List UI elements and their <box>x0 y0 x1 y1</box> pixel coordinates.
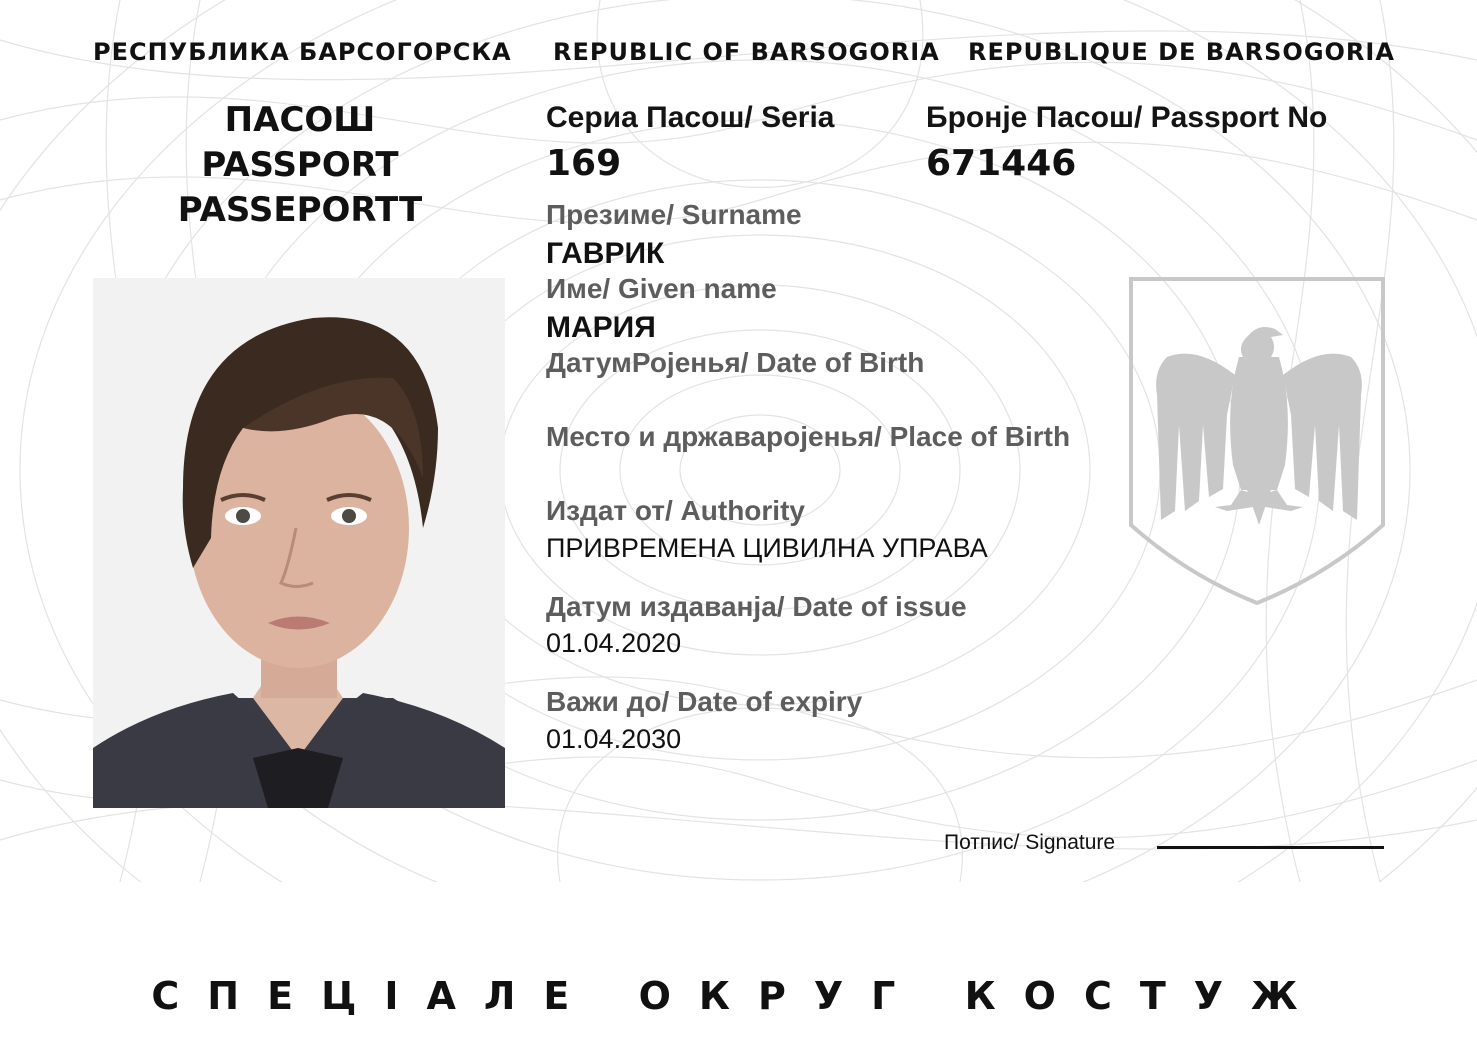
signature-line <box>1157 846 1384 849</box>
passport-number-value: 671446 <box>926 143 1077 184</box>
given-name-value: МАРИЯ <box>546 311 656 344</box>
date-of-birth-label: ДатумРојенья/ Date of Birth <box>546 347 925 378</box>
authority-value: ПРИВРЕМЕНА ЦИВИЛНА УПРАВА <box>546 533 988 563</box>
surname-label: Презиме/ Surname <box>546 199 802 230</box>
header-country-fr: REPUBLIQUE DE BARSOGORIA <box>968 38 1395 66</box>
date-of-issue-value: 01.04.2020 <box>546 628 682 658</box>
signature-label: Потпис/ Signature <box>944 831 1116 854</box>
portrait-illustration <box>93 278 505 808</box>
date-of-expiry-label: Важи до/ Date of expiry <box>546 686 863 717</box>
authority-label: Издат от/ Authority <box>546 495 805 526</box>
given-name-label: Име/ Given name <box>546 273 777 304</box>
holder-photo <box>93 278 505 808</box>
eagle-coat-of-arms-icon <box>1127 275 1387 607</box>
passport-number-label: Бронје Пасош/ Passport No <box>926 101 1328 134</box>
document-title-en: PASSPORT <box>201 145 399 185</box>
series-value: 169 <box>546 143 622 184</box>
date-of-issue-label: Датум издаванја/ Date of issue <box>546 591 967 622</box>
document-title-local: ПАСОШ <box>224 100 376 140</box>
header-country-local: РЕСПУБЛИКА БАРСОГОРСКА <box>93 38 512 66</box>
place-of-birth-label: Место и државаројенья/ Place of Birth <box>546 421 1071 452</box>
date-of-expiry-value: 01.04.2030 <box>546 724 682 754</box>
series-label: Сериа Пасош/ Seria <box>546 101 835 134</box>
header-country-en: REPUBLIC OF BARSOGORIA <box>553 38 940 66</box>
document-title-fr: PASSEPORTT <box>177 190 423 230</box>
footer-region-name: СПЕЦІАЛЕ ОКРУГ КОСТУЖ <box>151 974 1326 1018</box>
surname-value: ГАВРИК <box>546 237 665 270</box>
